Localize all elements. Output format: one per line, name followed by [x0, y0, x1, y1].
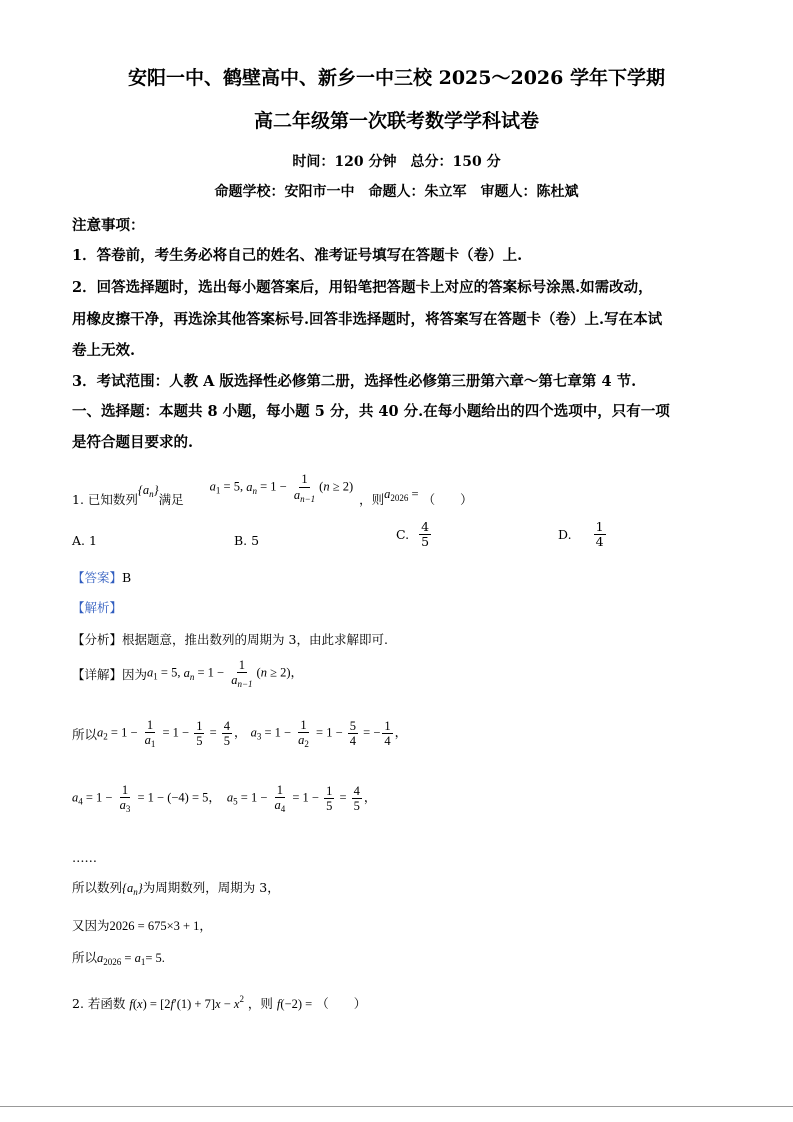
q1-xiangjie-label: 【详解】 — [72, 666, 123, 682]
section1-heading-line2: 是符合题目要求的. — [72, 434, 194, 451]
q1-a5-eq: $a_5 = 1$ − $\frac{1}{a_4}$ = 1 − $\frac{1}{5}$ = $\frac{4}{5}$ ， — [226, 783, 377, 815]
notes-item-2-line1: 2．回答选择题时，选出每小题答案后，用铅笔把答题卡上对应的答案标号涂黑.如需改动， — [72, 279, 653, 296]
q1-xiangjie-text: 因为 — [122, 666, 148, 682]
q1-youyin-line: 又因为2026 = 675×3 + 1， — [72, 918, 212, 933]
q1-option-c-label: C. — [396, 527, 410, 543]
q2-then: ，则 — [247, 996, 273, 1011]
q1-fenxi-label: 【分析】 — [72, 632, 123, 647]
q1-a2-eq: $a_2 = 1$ − $\frac{1}{a_1}$ = 1 − $\frac{1}{5}$ = $\frac{4}{5}$ ， — [97, 718, 247, 750]
q1-final-eq: = 5. — [145, 951, 165, 965]
q1-target-term: $a_{2026}$ = — [384, 487, 419, 503]
q1-satisfies: 满足 — [158, 492, 184, 507]
q2-blank: （ ） — [316, 996, 367, 1011]
q1-answer — [72, 568, 131, 586]
q1-ellipsis: …… — [72, 850, 97, 865]
q1-then: ，则 — [359, 492, 385, 507]
q1-final-line — [72, 948, 165, 967]
q1-analysis-label: 【解析】 — [72, 600, 123, 615]
q1-step-2 — [72, 783, 376, 815]
q1-a4-eq: $a_4 = 1$ − $\frac{1}{a_3}$ = 1 − (−4) = 5， — [72, 783, 221, 815]
q1-option-d — [558, 520, 608, 550]
exam-title-line2: 高二年级第一次联考数学学科试卷 — [253, 110, 539, 132]
q2-target: f(−2) = — [276, 997, 313, 1011]
q1-period-line — [72, 878, 280, 897]
question-1-stem — [72, 463, 473, 513]
q1-xiangjie-formula: $a_1 = 5$, $a_n = 1$ − $\frac{1}{a_{n-1}}$ (n ≥ 2)， — [147, 658, 303, 690]
q1-suoyi-1: 所以 — [72, 726, 98, 742]
q1-period-post: 为周期数列，周期为 3， — [142, 880, 280, 895]
q1-final-terms: $a_{2026} = a_1$ — [97, 951, 146, 967]
q1-answer-label: 【答案】 — [72, 570, 123, 585]
q1-xiangjie — [72, 658, 303, 690]
q1-option-c-fraction: $\frac{4}{5}$ — [421, 519, 430, 550]
exam-authors: 命题学校：安阳市一中 命题人：朱立军 审题人：陈杜斌 — [214, 184, 579, 200]
q1-a3-eq: $a_3 = 1$ − $\frac{1}{a_2}$ = 1 − $\frac{5}{4}$ = − $\frac{1}{4}$ ， — [250, 718, 408, 750]
q2-prefix: 2. 若函数 — [72, 996, 126, 1011]
q1-option-a: A. 1 — [72, 533, 97, 548]
exam-time-score: 时间：120 分钟 总分：150 分 — [292, 154, 501, 170]
q2-function: $f(x) = [2f'(1) + 7]x - x^2$ — [129, 994, 244, 1011]
section1-heading-line1: 一、选择题：本题共 8 小题，每小题 5 分，共 40 分.在每小题给出的四个选项中，只有一项 — [72, 403, 670, 420]
page-bottom-divider — [0, 1106, 793, 1107]
q1-option-b: B. 5 — [234, 533, 260, 548]
q1-option-d-fraction: $\frac{1}{4}$ — [595, 519, 604, 550]
q1-period-pre: 所以数列 — [72, 880, 123, 895]
q1-option-d-label: D. — [558, 527, 572, 543]
question-2-stem — [72, 994, 366, 1012]
q1-youyin: 又因为 — [72, 918, 110, 933]
notes-item-2-line3: 卷上无效. — [72, 342, 136, 359]
q1-youyin-eq: 2026 = 675×3 + 1 — [109, 919, 200, 933]
q1-prefix: 1. 已知数列 — [72, 492, 138, 507]
q1-final-pre: 所以 — [72, 950, 98, 965]
notes-heading: 注意事项： — [72, 217, 145, 234]
q1-recurrence: $a_1 = 5$, $a_n = 1$ − $\frac{1}{a_{n-1}}$ (n ≥ 2) — [209, 472, 354, 504]
q1-fenxi — [72, 630, 388, 648]
q1-period-seq: $\{a_n\}$ — [122, 881, 143, 897]
q1-blank: （ ） — [422, 492, 473, 507]
exam-title-line1: 安阳一中、鹤壁高中、新乡一中三校 2025～2026 学年下学期 — [128, 67, 665, 89]
notes-item-1: 1．答卷前，考生务必将自己的姓名、准考证号填写在答题卡（卷）上. — [72, 247, 523, 264]
q1-answer-value: B — [122, 570, 132, 585]
q1-fenxi-text: 根据题意，推出数列的周期为 3，由此求解即可. — [122, 632, 388, 647]
notes-item-2-line2: 用橡皮擦干净，再选涂其他答案标号.回答非选择题时，将答案写在答题卡（卷）上.写在本试 — [72, 311, 663, 328]
q1-option-c — [396, 520, 433, 550]
q1-step-1 — [72, 718, 407, 750]
q1-sequence-symbol: $\{a_n\}$ — [137, 483, 159, 499]
notes-item-3: 3．考试范围：人教 A 版选择性必修第二册，选择性必修第三册第六章～第七章第 4 节. — [72, 373, 637, 390]
